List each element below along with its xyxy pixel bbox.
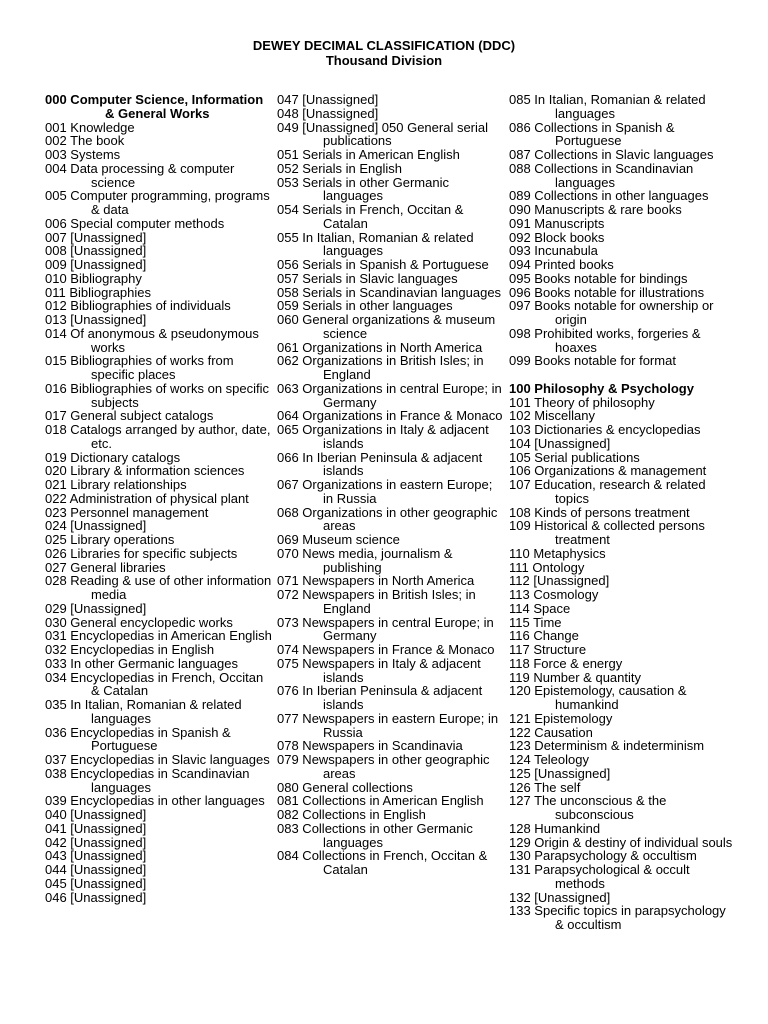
class-entry: 052 Serials in English bbox=[277, 160, 403, 176]
class-entry: 096 Books notable for illustrations bbox=[509, 284, 705, 300]
class-entry: 044 [Unassigned] bbox=[45, 862, 147, 877]
class-entry: 064 Organizations in France & Monaco bbox=[277, 408, 503, 424]
class-entry: 077 Newspapers in eastern Europe; in Russia bbox=[277, 710, 499, 740]
class-entry: 103 Dictionaries & encyclopedias bbox=[509, 422, 701, 437]
class-entry: 108 Kinds of persons treatment bbox=[509, 504, 690, 520]
class-entry: 128 Humankind bbox=[509, 820, 601, 836]
class-entry: 111 Ontology bbox=[509, 559, 585, 575]
class-entry: 071 Newspapers in North America bbox=[277, 573, 475, 589]
class-entry: 008 [Unassigned] bbox=[45, 243, 147, 259]
class-entry: 070 News media, journalism & publishing bbox=[277, 545, 453, 575]
class-entry: 094 Printed books bbox=[509, 257, 614, 272]
class-entry: 110 Metaphysics bbox=[509, 545, 606, 561]
class-entry: 099 Books notable for format bbox=[509, 353, 676, 369]
class-entry: 053 Serials in other Germanic languages bbox=[277, 174, 449, 204]
class-entry: 106 Organizations & management bbox=[509, 463, 707, 479]
class-entry: 080 General collections bbox=[277, 779, 413, 795]
class-entry: 014 Of anonymous & pseudonymous works bbox=[45, 325, 259, 355]
class-entry: 006 Special computer methods bbox=[45, 215, 225, 231]
class-entry: 068 Organizations in other geographic areas bbox=[277, 504, 498, 534]
class-entry: 002 The book bbox=[45, 133, 125, 149]
class-entry: 065 Organizations in Italy & adjacent islands bbox=[277, 422, 489, 451]
class-entry: 107 Education, research & related topics bbox=[509, 477, 706, 506]
class-entry: 120 Epistemology, causation & humankind bbox=[509, 683, 687, 712]
class-entry: 022 Administration of physical plant bbox=[45, 490, 249, 506]
class-entry: 125 [Unassigned] bbox=[509, 765, 611, 781]
class-entry: 024 [Unassigned] bbox=[45, 518, 147, 534]
class-entry: 028 Reading & use of other information media bbox=[45, 573, 272, 602]
class-entry: 018 Catalogs arranged by author, date, etc. bbox=[45, 422, 271, 451]
class-entry: 127 The unconscious & the subconscious bbox=[509, 793, 667, 822]
class-entry: 021 Library relationships bbox=[45, 477, 187, 492]
class-entry: 012 Bibliographies of individuals bbox=[45, 298, 231, 314]
document-subtitle: Thousand Division bbox=[325, 53, 443, 68]
class-entry: 083 Collections in other Germanic languages bbox=[277, 820, 473, 850]
class-entry: 089 Collections in other languages bbox=[509, 188, 709, 204]
class-entry: 030 General encyclopedic works bbox=[45, 614, 233, 630]
class-entry: 063 Organizations in central Europe; in Germany bbox=[277, 380, 502, 410]
class-entry: 113 Cosmology bbox=[509, 587, 599, 602]
class-entry: 036 Encyclopedias in Spanish & Portuguese bbox=[45, 724, 231, 754]
section-heading: 000 Computer Science, Information & General Works bbox=[45, 92, 264, 121]
class-entry: 090 Manuscripts & rare books bbox=[509, 202, 682, 217]
document-title: DEWEY DECIMAL CLASSIFICATION (DDC) bbox=[252, 38, 516, 53]
class-entry: 034 Encyclopedias in French, Occitan & Catalan bbox=[45, 669, 264, 699]
class-entry: 081 Collections in American English bbox=[277, 793, 484, 809]
class-entry: 027 General libraries bbox=[45, 559, 166, 575]
class-entry: 091 Manuscripts bbox=[509, 215, 605, 231]
section-gap bbox=[509, 368, 737, 382]
class-entry: 066 In Iberian Peninsula & adjacent islands bbox=[277, 449, 483, 479]
class-entry: 020 Library & information sciences bbox=[45, 463, 245, 479]
class-entry: 078 Newspapers in Scandinavia bbox=[277, 738, 463, 754]
class-entry: 133 Specific topics in parapsychology & occultism bbox=[509, 903, 726, 932]
document-header bbox=[0, 38, 768, 68]
class-entry: 104 [Unassigned] bbox=[509, 435, 611, 451]
class-entry: 129 Origin & destiny of individual souls bbox=[509, 834, 733, 850]
class-entry: 132 [Unassigned] bbox=[509, 889, 611, 905]
class-entry: 088 Collections in Scandinavian languages bbox=[509, 160, 694, 190]
class-entry: 041 [Unassigned] bbox=[45, 820, 147, 836]
class-entry: 039 Encyclopedias in other languages bbox=[45, 793, 265, 809]
class-entry: 026 Libraries for specific subjects bbox=[45, 545, 238, 561]
class-entry: 038 Encyclopedias in Scandinavian languages bbox=[45, 765, 250, 795]
class-entry: 061 Organizations in North America bbox=[277, 339, 483, 355]
class-entry: 097 Books notable for ownership or origin bbox=[509, 298, 714, 327]
class-entry: 085 In Italian, Romanian & related languages bbox=[509, 92, 706, 121]
column-1 bbox=[45, 93, 273, 904]
class-entry: 016 Bibliographies of works on specific subjects bbox=[45, 380, 270, 410]
class-entry: 073 Newspapers in central Europe; in Germany bbox=[277, 614, 494, 644]
class-entry: 035 In Italian, Romanian & related languages bbox=[45, 697, 242, 726]
class-entry: 102 Miscellany bbox=[509, 408, 595, 424]
class-entry: 054 Serials in French, Occitan & Catalan bbox=[277, 202, 464, 231]
class-entry: 025 Library operations bbox=[45, 532, 175, 547]
class-entry: 084 Collections in French, Occitan & Catalan bbox=[277, 848, 488, 877]
class-entry: 072 Newspapers in British Isles; in England bbox=[277, 587, 476, 616]
class-entry: 029 [Unassigned] bbox=[45, 600, 147, 616]
class-entry: 023 Personnel management bbox=[45, 504, 209, 520]
class-entry: 033 In other Germanic languages bbox=[45, 655, 238, 671]
class-entry: 087 Collections in Slavic languages bbox=[509, 147, 714, 162]
class-entry: 067 Organizations in eastern Europe; in Russia bbox=[277, 477, 493, 506]
class-entry: 004 Data processing & computer science bbox=[45, 160, 235, 190]
class-entry: 055 In Italian, Romanian & related languages bbox=[277, 229, 474, 259]
class-entry: 123 Determinism & indeterminism bbox=[509, 738, 705, 754]
class-entry: 011 Bibliographies bbox=[45, 284, 151, 300]
class-entry: 075 Newspapers in Italy & adjacent islands bbox=[277, 655, 481, 685]
class-entry: 086 Collections in Spanish & Portuguese bbox=[509, 119, 675, 149]
class-entry: 001 Knowledge bbox=[45, 119, 135, 135]
class-entry: 032 Encyclopedias in English bbox=[45, 642, 215, 657]
class-entry: 037 Encyclopedias in Slavic languages bbox=[45, 752, 270, 767]
class-entry: 124 Teleology bbox=[509, 752, 589, 767]
class-entry: 013 [Unassigned] bbox=[45, 312, 147, 327]
class-entry: 130 Parapsychology & occultism bbox=[509, 848, 697, 864]
class-entry: 003 Systems bbox=[45, 147, 121, 162]
class-entry: 126 The self bbox=[509, 779, 581, 795]
class-entry: 057 Serials in Slavic languages bbox=[277, 270, 458, 286]
class-entry: 119 Number & quantity bbox=[509, 669, 641, 685]
column-3 bbox=[509, 93, 737, 932]
class-entry: 015 Bibliographies of works from specific places bbox=[45, 353, 234, 382]
class-entry: 101 Theory of philosophy bbox=[509, 394, 655, 410]
class-entry: 082 Collections in English bbox=[277, 807, 426, 822]
class-entry: 046 [Unassigned] bbox=[45, 889, 147, 905]
class-entry: 010 Bibliography bbox=[45, 270, 142, 286]
class-entry: 115 Time bbox=[509, 614, 562, 630]
class-entry: 117 Structure bbox=[509, 642, 587, 657]
class-entry: 019 Dictionary catalogs bbox=[45, 449, 181, 465]
class-entry: 049 [Unassigned] 050 General serial publications bbox=[277, 119, 489, 149]
column-2 bbox=[277, 93, 505, 877]
class-entry: 092 Block books bbox=[509, 229, 605, 245]
class-entry: 005 Computer programming, programs & data bbox=[45, 188, 270, 217]
class-entry: 074 Newspapers in France & Monaco bbox=[277, 642, 495, 657]
class-entry: 131 Parapsychological & occult methods bbox=[509, 862, 690, 891]
class-entry: 047 [Unassigned] bbox=[277, 92, 379, 107]
class-entry: 040 [Unassigned] bbox=[45, 807, 147, 822]
class-entry: 116 Change bbox=[509, 628, 579, 644]
class-entry: 017 General subject catalogs bbox=[45, 408, 214, 424]
class-entry: 042 [Unassigned] bbox=[45, 834, 147, 850]
class-entry: 105 Serial publications bbox=[509, 449, 640, 465]
class-entry: 095 Books notable for bindings bbox=[509, 270, 688, 286]
class-entry: 118 Force & energy bbox=[509, 655, 623, 671]
class-entry: 059 Serials in other languages bbox=[277, 298, 453, 314]
class-entry: 076 In Iberian Peninsula & adjacent islands bbox=[277, 683, 483, 712]
class-entry: 079 Newspapers in other geographic areas bbox=[277, 752, 490, 781]
class-entry: 048 [Unassigned] bbox=[277, 105, 379, 121]
class-entry: 098 Prohibited works, forgeries & hoaxes bbox=[509, 325, 701, 355]
class-entry: 121 Epistemology bbox=[509, 710, 613, 726]
class-entry: 058 Serials in Scandinavian languages bbox=[277, 284, 502, 300]
section-heading: 100 Philosophy & Psychology bbox=[509, 380, 694, 396]
class-entry: 069 Museum science bbox=[277, 532, 400, 547]
class-entry: 122 Causation bbox=[509, 724, 593, 740]
class-entry: 051 Serials in American English bbox=[277, 147, 460, 162]
class-entry: 045 [Unassigned] bbox=[45, 875, 147, 891]
class-entry: 062 Organizations in British Isles; in England bbox=[277, 353, 484, 382]
class-entry: 114 Space bbox=[509, 600, 571, 616]
class-entry: 093 Incunabula bbox=[509, 243, 598, 259]
class-entry: 043 [Unassigned] bbox=[45, 848, 147, 864]
class-entry: 007 [Unassigned] bbox=[45, 229, 147, 245]
class-entry: 109 Historical & collected persons treatment bbox=[509, 518, 705, 547]
class-entry: 056 Serials in Spanish & Portuguese bbox=[277, 257, 489, 272]
class-entry: 112 [Unassigned] bbox=[509, 573, 610, 589]
class-entry: 031 Encyclopedias in American English bbox=[45, 628, 272, 644]
class-entry: 009 [Unassigned] bbox=[45, 257, 147, 272]
class-entry: 060 General organizations & museum science bbox=[277, 312, 496, 341]
